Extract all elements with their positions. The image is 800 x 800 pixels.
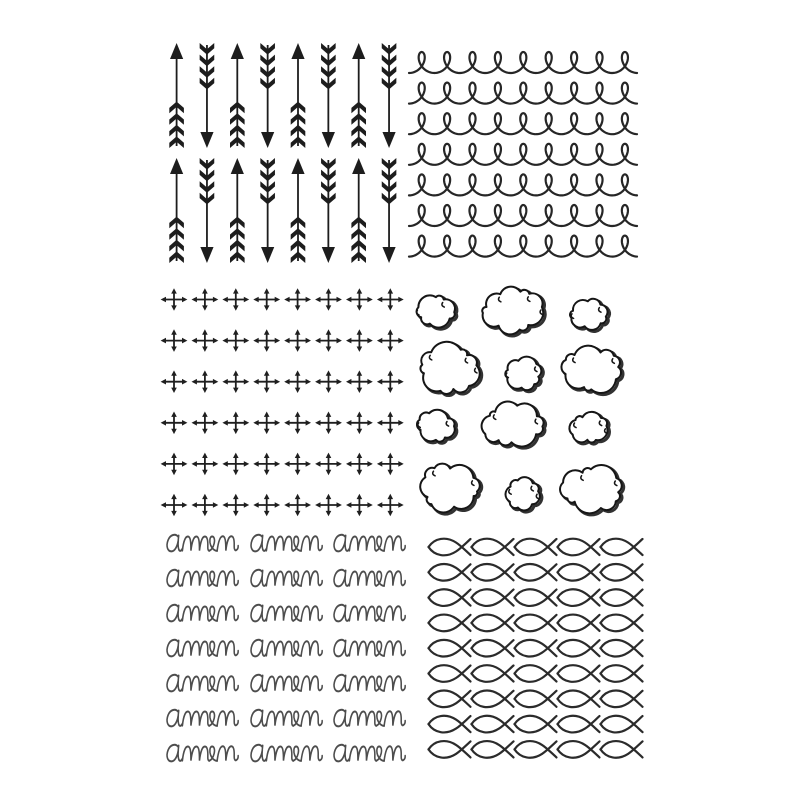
ichthys-fish-icon: [515, 640, 557, 657]
ichthys-fish-icon: [429, 589, 471, 606]
ichthys-fish-icon: [515, 741, 557, 758]
ichthys-fish-icon: [429, 665, 471, 682]
ichthys-fish-icon: [429, 690, 471, 707]
ichthys-fish-icon: [472, 716, 514, 733]
amen-script-word: [251, 535, 322, 552]
ichthys-fish-icon: [429, 564, 471, 581]
ichthys-fish-icon: [429, 615, 471, 632]
amen-script-word: [167, 535, 238, 552]
ichthys-fish-icon: [472, 640, 514, 657]
ichthys-fish-icon: [601, 665, 643, 682]
ichthys-fish-icon: [601, 615, 643, 632]
ichthys-fish-icon: [472, 589, 514, 606]
amen-script-word: [167, 710, 238, 727]
amen-script-word: [334, 675, 405, 692]
ichthys-fish-icon: [472, 665, 514, 682]
cloud-icon: [482, 402, 546, 449]
cloud-icon: [482, 287, 545, 336]
amen-script-word: [167, 675, 238, 692]
ichthys-fish-icon: [558, 615, 600, 632]
arrows-pattern-stamp: [160, 38, 400, 268]
ichthys-fish-icon: [558, 539, 600, 556]
amen-script-word: [334, 640, 405, 657]
ichthys-fish-icon: [515, 665, 557, 682]
cloud-icon: [506, 477, 542, 512]
ichthys-fish-icon: [515, 589, 557, 606]
amen-script-word: [334, 710, 405, 727]
ichthys-fish-icon: [601, 539, 643, 556]
ichthys-fish-icon: [515, 539, 557, 556]
loops-pattern-stamp: [406, 44, 646, 266]
ichthys-fish-icon: [601, 564, 643, 581]
amen-script-word: [334, 570, 405, 587]
ichthys-fish-icon: [601, 690, 643, 707]
ichthys-fish-icon: [472, 564, 514, 581]
ichthys-fish-icon: [558, 640, 600, 657]
ichthys-fish-icon: [515, 690, 557, 707]
ichthys-fish-icon: [601, 716, 643, 733]
ichthys-fish-icon: [472, 741, 514, 758]
ichthys-fish-icon: [558, 589, 600, 606]
ichthys-fish-icon: [558, 741, 600, 758]
ichthys-fish-icon: [429, 716, 471, 733]
amen-script-word: [251, 675, 322, 692]
cloud-icon: [569, 412, 609, 444]
cloud-icon: [417, 295, 457, 329]
ichthys-fish-icon: [558, 716, 600, 733]
amen-script-word: [334, 745, 405, 762]
amen-script-word: [334, 605, 405, 622]
amen-script-word: [251, 640, 322, 657]
ichthys-fish-icon: [558, 690, 600, 707]
cloud-icon: [417, 410, 457, 444]
ichthys-fish-icon: [472, 690, 514, 707]
ichthys-fish-icon: [601, 741, 643, 758]
amen-script-word: [167, 640, 238, 657]
ichthys-fish-icon: [558, 665, 600, 682]
amen-script-word: [251, 745, 322, 762]
clouds-pattern-stamp: [408, 288, 648, 516]
ichthys-fish-icon: [429, 539, 471, 556]
ichthys-fish-icon: [472, 615, 514, 632]
cross-arrows-pattern-stamp: [156, 284, 406, 520]
ichthys-fish-icon: [515, 615, 557, 632]
ichthys-fish-icon: [472, 539, 514, 556]
amen-script-word: [251, 710, 322, 727]
cloud-icon: [505, 357, 543, 392]
ichthys-fish-icon: [515, 564, 557, 581]
ichthys-fish-icon: [558, 564, 600, 581]
amen-script-word: [167, 570, 238, 587]
ichthys-fish-icon: [601, 589, 643, 606]
ichthys-fish-pattern-stamp: [422, 530, 648, 764]
amen-script-word: [251, 570, 322, 587]
cloud-icon: [561, 346, 623, 395]
cloud-icon: [420, 342, 481, 396]
ichthys-fish-icon: [429, 640, 471, 657]
cloud-icon: [560, 465, 624, 515]
ichthys-fish-icon: [515, 716, 557, 733]
amen-script-word: [167, 605, 238, 622]
amen-script-word: [251, 605, 322, 622]
cloud-icon: [570, 299, 610, 332]
amen-script-word: [334, 535, 405, 552]
ichthys-fish-icon: [429, 741, 471, 758]
amen-script-pattern-stamp: [160, 532, 410, 768]
cloud-icon: [420, 464, 482, 514]
amen-script-word: [167, 745, 238, 762]
ichthys-fish-icon: [601, 640, 643, 657]
